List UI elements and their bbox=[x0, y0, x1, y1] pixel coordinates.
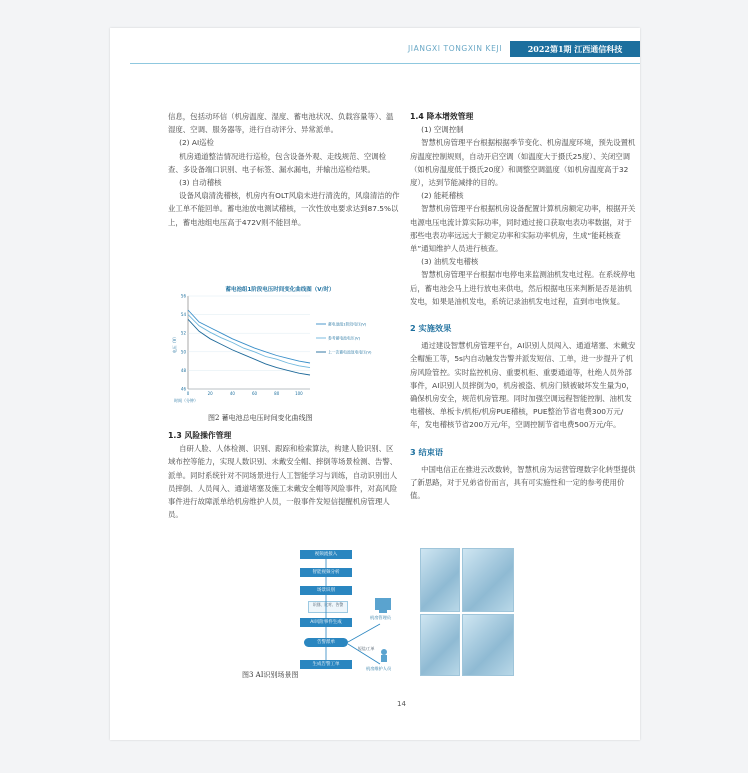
flow-step: 视频流接入 bbox=[300, 550, 352, 559]
x-tick-label: 20 bbox=[207, 391, 213, 396]
paragraph: 设备风扇清洗稽核，机房内有OLT风扇未进行清洗的，风扇清洁的作业工单不能回单。蓄电池放电测试稽核，一次性放电要求达到87.5%以上，蓄电池组电压高于472V则不能回单。 bbox=[168, 191, 400, 227]
legend-label: 参考蓄电池电压(V) bbox=[328, 335, 361, 341]
computer-icon bbox=[375, 598, 391, 610]
paragraph: 信息，包括动环信（机房温度、湿度、蓄电池状况、负载容量等）、温湿度、空调、服务器等，进行自动评分、异常派单。 bbox=[168, 112, 394, 135]
y-tick-label: 54 bbox=[180, 312, 186, 318]
camera-scene-photo bbox=[420, 614, 460, 676]
chart-svg bbox=[170, 284, 390, 414]
flow-step: 生成告警工单 bbox=[300, 660, 352, 669]
section-heading-3: 3 结束语 bbox=[410, 446, 444, 457]
x-tick-label: 0 bbox=[186, 391, 190, 396]
chart-title: 蓄电池组1阶段电压时间变化曲线图（V/时） bbox=[225, 287, 335, 293]
y-tick-label: 52 bbox=[180, 330, 186, 336]
journal-english-name: JIANGXI TONGXIN KEJI bbox=[408, 44, 503, 53]
x-tick-label: 60 bbox=[251, 391, 258, 396]
section-heading-1-4: 1.4 降本增效管理 bbox=[410, 112, 474, 121]
flow-label-maintainer: 机房维护人员 bbox=[366, 666, 392, 671]
x-tick-label: 100 bbox=[295, 391, 303, 396]
legend-label: 上一次蓄电池放电电压(V) bbox=[328, 349, 372, 355]
flow-step: 场景识别 bbox=[300, 586, 352, 595]
subheading-oil-audit: (3) 油机发电稽核 bbox=[421, 257, 479, 267]
flow-step: AI风险事件生成 bbox=[300, 618, 352, 627]
subheading-auto-audit: (3) 自动稽核 bbox=[179, 178, 222, 188]
figure2-caption: 图2 蓄电池总电压时间变化曲线图 bbox=[208, 414, 313, 422]
flow-note-sms: 短信/工单 bbox=[358, 646, 375, 651]
ai-recognition-figure bbox=[300, 548, 515, 688]
flow-step: 告警派单 bbox=[304, 638, 348, 647]
x-tick-label: 40 bbox=[229, 391, 235, 396]
subheading-energy-audit: (2) 能耗稽核 bbox=[421, 191, 464, 201]
battery-voltage-chart bbox=[170, 284, 390, 414]
y-tick-label: 50 bbox=[180, 349, 186, 355]
section-heading-2: 2 实施效果 bbox=[410, 323, 452, 334]
header-rule bbox=[130, 63, 640, 64]
paragraph: 机房通道整洁情况进行巡检，包含设备外观、走线规范、空调检查、多设备端口识别、电子标签、漏水漏电，并输出巡检结果。 bbox=[168, 151, 387, 174]
flow-step: 智能视频分析 bbox=[300, 568, 352, 577]
paragraph: 通过建设智慧机房管理平台，AI识别人员闯入、通道堵塞、未戴安全帽施工等，5s内自动触发告警并派发短信、工单，进一步提升了机房风险管控。实时监控机房、重要机柜、重要通道等，杜绝人员外部事件，AI识别人员摔倒为0，机房被盗、机房门锁被破坏发生量为0，确保机房安全，规范机房管理。同时加强空调远程智能控制、油机发电稽核、单板卡/机柜/机房PUE稽核，PUE整治节省电费300万元/年，发电稽核节省200万元/年，空调控制节省电费500万元/年。 bbox=[410, 341, 636, 430]
series-line bbox=[188, 319, 310, 375]
x-tick-label: 80 bbox=[274, 391, 280, 396]
flow-label-admin: 机房管理员 bbox=[370, 615, 391, 620]
legend-label: 蓄电池组1阶段电压(V) bbox=[328, 321, 367, 327]
flow-arrows bbox=[300, 548, 420, 688]
chart-axes bbox=[188, 296, 310, 389]
paragraph: 智慧机房管理平台根据机房设备配置计算机房额定功率，根据开关电源电压电流计算实际功率，同时通过接口获取电表功率数据，对于那些电表功率远远大于额定功率和实际功率机房，生成“能耗核查单”通知维护人员进行核查。 bbox=[410, 204, 636, 254]
subheading-ac-control: (1) 空调控制 bbox=[421, 125, 464, 135]
camera-scene-photo bbox=[462, 614, 514, 676]
y-tick-label: 46 bbox=[180, 386, 186, 392]
right-column bbox=[410, 110, 638, 502]
page-number: 14 bbox=[397, 700, 406, 708]
person-icon bbox=[381, 649, 387, 655]
y-axis-label: 电压（V） bbox=[172, 334, 177, 354]
camera-scene-photo bbox=[420, 548, 460, 612]
paragraph: 中国电信正在推进云改数转，智慧机房为运营管理数字化转型提供了新思路，对于兄弟省份而言，具有可实施性和一定的参考使用价值。 bbox=[410, 464, 636, 501]
paragraph: 智慧机房管理平台根据市电停电来监测油机发电过程。在系统停电后，蓄电池会马上进行放电来供电，然后根据电压来判断是否是油机发电，如果是油机发电，系统记录油机发电过程，直到市电恢复。 bbox=[410, 270, 636, 306]
y-tick-label: 56 bbox=[180, 293, 186, 299]
flow-note: 识别、比对、告警 bbox=[308, 601, 348, 613]
section-heading-1-3: 1.3 风险操作管理 bbox=[168, 431, 232, 440]
left-column-section-1-3 bbox=[168, 429, 400, 521]
left-column-top bbox=[168, 110, 400, 229]
paragraph: 智慧机房管理平台根据根据季节变化、机房温度环境，预先设置机房温度控制规则，自动开启空调（如温度大于摄氏25度）、关闭空调（如机房温度低于摄氏20度）和调整空调温度（如机房温度高于32度），达到节能减排的目的。 bbox=[410, 138, 636, 188]
journal-page bbox=[110, 28, 640, 740]
y-tick-label: 48 bbox=[180, 367, 186, 373]
figure3-caption: 图3 AI识别场景图 bbox=[242, 671, 299, 679]
camera-scene-photo bbox=[462, 548, 514, 612]
issue-label: 2022第1期 江西通信科技 bbox=[510, 41, 640, 57]
x-axis-label: 时间（分钟） bbox=[174, 398, 198, 403]
paragraph: 自研人脸、人体检测、识别、跟踪和检索算法，构建人脸识别、区域布控等能力，实现人数识别、未戴安全帽、摔倒等场景检测、告警、派单。同时系统针对不同场景进行人工智能学习与训练，自动识别出人员摔倒、人员闯入、通道堵塞及施工未戴安全帽等风险事件，对高风险事件进行故障派单给机房维护人员，一般事件发短信提醒机房管理人员。 bbox=[168, 444, 398, 520]
subheading-ai-inspection: (2) AI巡检 bbox=[179, 138, 214, 148]
